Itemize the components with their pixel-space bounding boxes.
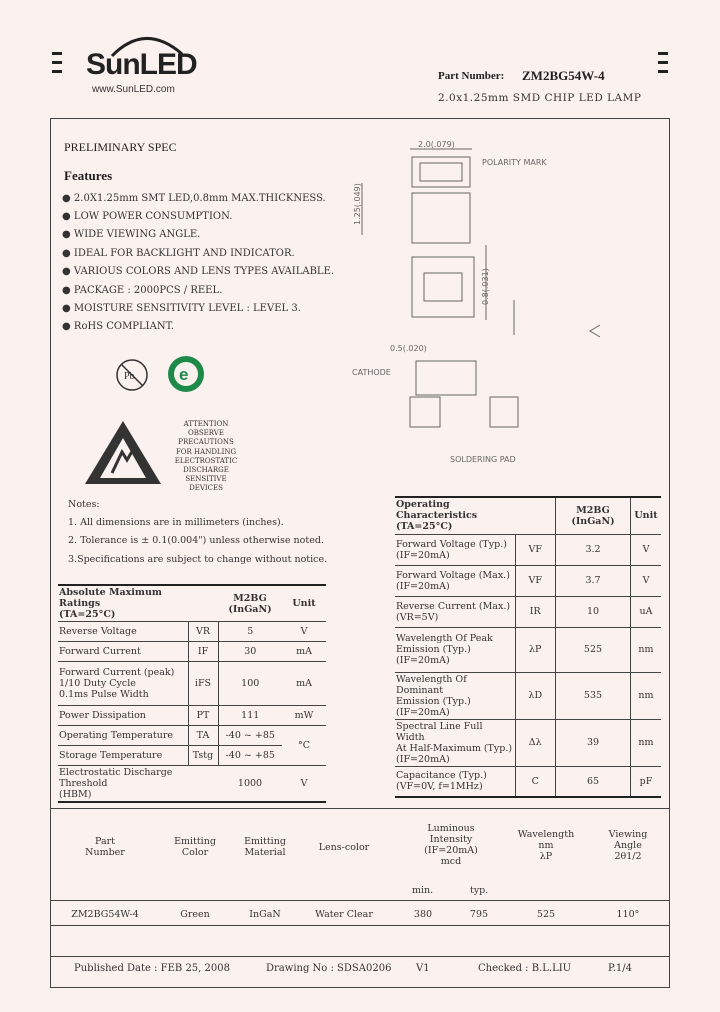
table-cell: IR xyxy=(515,596,556,627)
table-cell: Wavelength Of Peak Emission (Typ.) (IF=20mA) xyxy=(396,633,493,666)
feature-item: ● 2.0X1.25mm SMT LED,0.8mm MAX.THICKNESS. xyxy=(62,193,326,204)
table-cell: Forward Current (peak) 1/10 Duty Cycle 0.1ms Pulse Width xyxy=(59,667,175,700)
table-cell: -40 ~ +85 xyxy=(225,750,275,761)
pb-free-icon xyxy=(112,355,152,395)
cell-material: InGaN xyxy=(249,909,281,920)
feature-item: ● LOW POWER CONSUMPTION. xyxy=(62,211,233,222)
table-cell: 535 xyxy=(556,672,631,719)
table-cell: nm xyxy=(638,690,654,701)
table-cell: -40 ~ +85 xyxy=(225,730,275,741)
table-cell: 100 xyxy=(241,678,260,689)
table-cell: VF xyxy=(515,565,556,596)
table-cell: V xyxy=(642,544,650,555)
cell-intensity-min: 380 xyxy=(413,909,433,920)
drawing-number: Drawing No : SDSA0206 xyxy=(266,963,392,974)
table-cell: V xyxy=(300,626,308,637)
col-head-lens-color: Lens-color xyxy=(318,842,370,853)
table-row xyxy=(58,662,326,706)
col-head-part-number: Part Number xyxy=(85,836,125,858)
divider xyxy=(50,925,670,926)
table-cell: nm xyxy=(638,644,654,655)
table-cell: Electrostatic Discharge Threshold (HBM) xyxy=(59,767,173,800)
table-cell: IF xyxy=(188,642,218,662)
table-cell: mA xyxy=(296,678,312,689)
table-cell: 39 xyxy=(556,719,631,766)
website-link[interactable]: www.SunLED.com xyxy=(92,84,175,95)
feature-item: ● WIDE VIEWING ANGLE. xyxy=(62,229,201,240)
table-row xyxy=(395,565,661,596)
esd-warning-icon xyxy=(82,418,164,488)
spec-title: PRELIMINARY SPEC xyxy=(64,140,177,154)
feature-item: ● VARIOUS COLORS AND LENS TYPES AVAILABLE. xyxy=(62,266,335,277)
right-header-bars xyxy=(658,52,668,79)
table-cell: Tstg xyxy=(188,746,218,766)
divider xyxy=(50,808,670,809)
table-cell: mW xyxy=(294,710,314,721)
table-cell: Reverse Current (Max.) (VR=5V) xyxy=(396,600,511,623)
col-head-viewing-angle: Viewing Angle 2θ1/2 xyxy=(608,829,648,862)
table-row xyxy=(395,627,661,672)
col-head-wavelength: Wavelength nm λP xyxy=(517,829,575,862)
table-cell: Unit xyxy=(634,510,658,522)
drawing-label: 1.25(.049) xyxy=(353,183,362,225)
features-heading: Features xyxy=(64,168,113,183)
pb-symbol-text: Pb xyxy=(124,371,135,382)
rohs-e-icon xyxy=(164,352,208,396)
drawing-label: 2.0(.079) xyxy=(418,140,455,149)
table-row xyxy=(58,706,326,726)
table-cell: mA xyxy=(296,646,312,657)
feature-item: ● RoHS COMPLIANT. xyxy=(62,321,174,332)
table-cell: λD xyxy=(515,672,556,719)
col-head-emitting-color: Emitting Color xyxy=(174,836,216,858)
col-head-luminous-intensity: Luminous Intensity (IF=20mA) mcd xyxy=(424,823,478,867)
table-cell: VF xyxy=(515,534,556,565)
table-row xyxy=(58,766,326,803)
table-cell: 30 xyxy=(244,646,257,657)
esd-text: ATTENTION OBSERVE PRECAUTIONS FOR HANDLING ELECTROSTATIC DISCHARGE SENSITIVE DEVICES xyxy=(174,420,238,493)
left-header-bars xyxy=(52,52,62,79)
package-drawing xyxy=(350,135,650,475)
table-row xyxy=(395,672,661,719)
table-cell: 111 xyxy=(241,710,260,721)
table-cell: 65 xyxy=(556,766,631,797)
table-row xyxy=(395,596,661,627)
table-cell: Δλ xyxy=(515,719,556,766)
table-cell: Reverse Voltage xyxy=(59,626,137,637)
table-cell: Capacitance (Typ.) (VF=0V, f=1MHz) xyxy=(396,770,487,793)
table-cell: Unit xyxy=(292,598,316,609)
op-char-table xyxy=(395,496,661,798)
table-cell: 3.2 xyxy=(556,534,631,565)
page-number: P.1/4 xyxy=(608,963,632,974)
col-head-emitting-material: Emitting Material xyxy=(244,836,286,858)
table-cell: 10 xyxy=(556,596,631,627)
feature-item: ● MOISTURE SENSITIVITY LEVEL : LEVEL 3. xyxy=(62,303,301,314)
table-cell xyxy=(515,497,556,534)
table-cell: V xyxy=(642,575,650,586)
table-cell: PT xyxy=(188,706,218,726)
table-cell: Forward Voltage (Typ.) (IF=20mA) xyxy=(396,538,507,561)
published-date: Published Date : FEB 25, 2008 xyxy=(74,963,230,974)
table-cell xyxy=(188,585,218,622)
table-cell: 525 xyxy=(556,627,631,672)
part-description: 2.0x1.25mm SMD CHIP LED LAMP xyxy=(438,92,642,104)
table-row xyxy=(58,622,326,642)
drawing-label: 0.5(.020) xyxy=(390,344,427,353)
table-cell: M2BG (InGaN) xyxy=(228,592,272,615)
feature-item: ● PACKAGE : 2000PCS / REEL. xyxy=(62,285,223,296)
note-item: 3.Specifications are subject to change without notice. xyxy=(68,554,328,565)
table-cell: pF xyxy=(639,775,653,787)
table-row xyxy=(58,642,326,662)
sub-head-min: min. xyxy=(412,885,434,896)
table-cell: Wavelength Of Dominant Emission (Typ.) (IF=20mA) xyxy=(396,673,471,718)
sub-head-typ: typ. xyxy=(470,885,489,896)
table-cell: uA xyxy=(639,606,653,617)
table-cell: nm xyxy=(638,737,654,748)
table-cell: 1000 xyxy=(237,778,263,789)
table-cell: °C xyxy=(297,740,311,751)
note-item: 2. Tolerance is ± 0.1(0.004") unless otherwise noted. xyxy=(68,535,324,546)
divider xyxy=(50,900,670,901)
table-cell: iFS xyxy=(188,662,218,706)
abs-max-table xyxy=(58,584,326,803)
divider xyxy=(50,956,670,957)
table-cell: 3.7 xyxy=(556,565,631,596)
checked-by: Checked : B.L.LIU xyxy=(478,963,572,974)
table-row xyxy=(395,719,661,766)
cell-lens-color: Water Clear xyxy=(315,909,373,920)
table-cell: Storage Temperature xyxy=(59,750,163,761)
notes-title: Notes: xyxy=(68,499,100,510)
cell-viewing-angle: 110° xyxy=(616,909,640,920)
cell-intensity-typ: 795 xyxy=(469,909,489,920)
table-cell: VR xyxy=(188,622,218,642)
logo-text: SunLED xyxy=(86,48,197,81)
rohs-symbol-text: e xyxy=(179,365,189,384)
table-cell: 5 xyxy=(247,626,254,637)
table-cell: TA xyxy=(188,726,218,746)
table-row xyxy=(395,766,661,797)
feature-item: ● IDEAL FOR BACKLIGHT AND INDICATOR. xyxy=(62,248,295,259)
drawing-label: POLARITY MARK xyxy=(482,158,547,167)
part-number-label: Part Number: xyxy=(438,70,505,82)
drawing-label: 0.8(.031) xyxy=(481,268,490,305)
drawing-label: SOLDERING PAD xyxy=(450,455,516,464)
cell-wavelength: 525 xyxy=(536,909,556,920)
table-cell: Power Dissipation xyxy=(59,710,146,721)
version: V1 xyxy=(416,963,430,974)
table-cell: Forward Current xyxy=(59,646,141,657)
table-cell: Operating Temperature xyxy=(59,730,174,741)
cell-color: Green xyxy=(180,909,210,920)
table-cell: M2BG (InGaN) xyxy=(556,497,631,534)
table-cell: Spectral Line Full Width At Half-Maximum (Typ.) (IF=20mA) xyxy=(396,720,513,765)
note-item: 1. All dimensions are in millimeters (inches). xyxy=(68,517,284,528)
abs-max-title: Absolute Maximum Ratings (TA=25°C) xyxy=(59,587,162,620)
cell-part-number: ZM2BG54W-4 xyxy=(71,909,139,920)
part-number: ZM2BG54W-4 xyxy=(522,68,605,83)
op-char-title: Operating Characteristics (TA=25°C) xyxy=(396,499,478,533)
table-row xyxy=(58,726,326,746)
table-cell: C xyxy=(515,766,556,797)
table-row xyxy=(395,534,661,565)
table-cell: Forward Voltage (Max.) (IF=20mA) xyxy=(396,569,510,592)
drawing-label: CATHODE xyxy=(352,368,391,377)
table-cell: V xyxy=(300,778,308,789)
table-cell: λP xyxy=(515,627,556,672)
